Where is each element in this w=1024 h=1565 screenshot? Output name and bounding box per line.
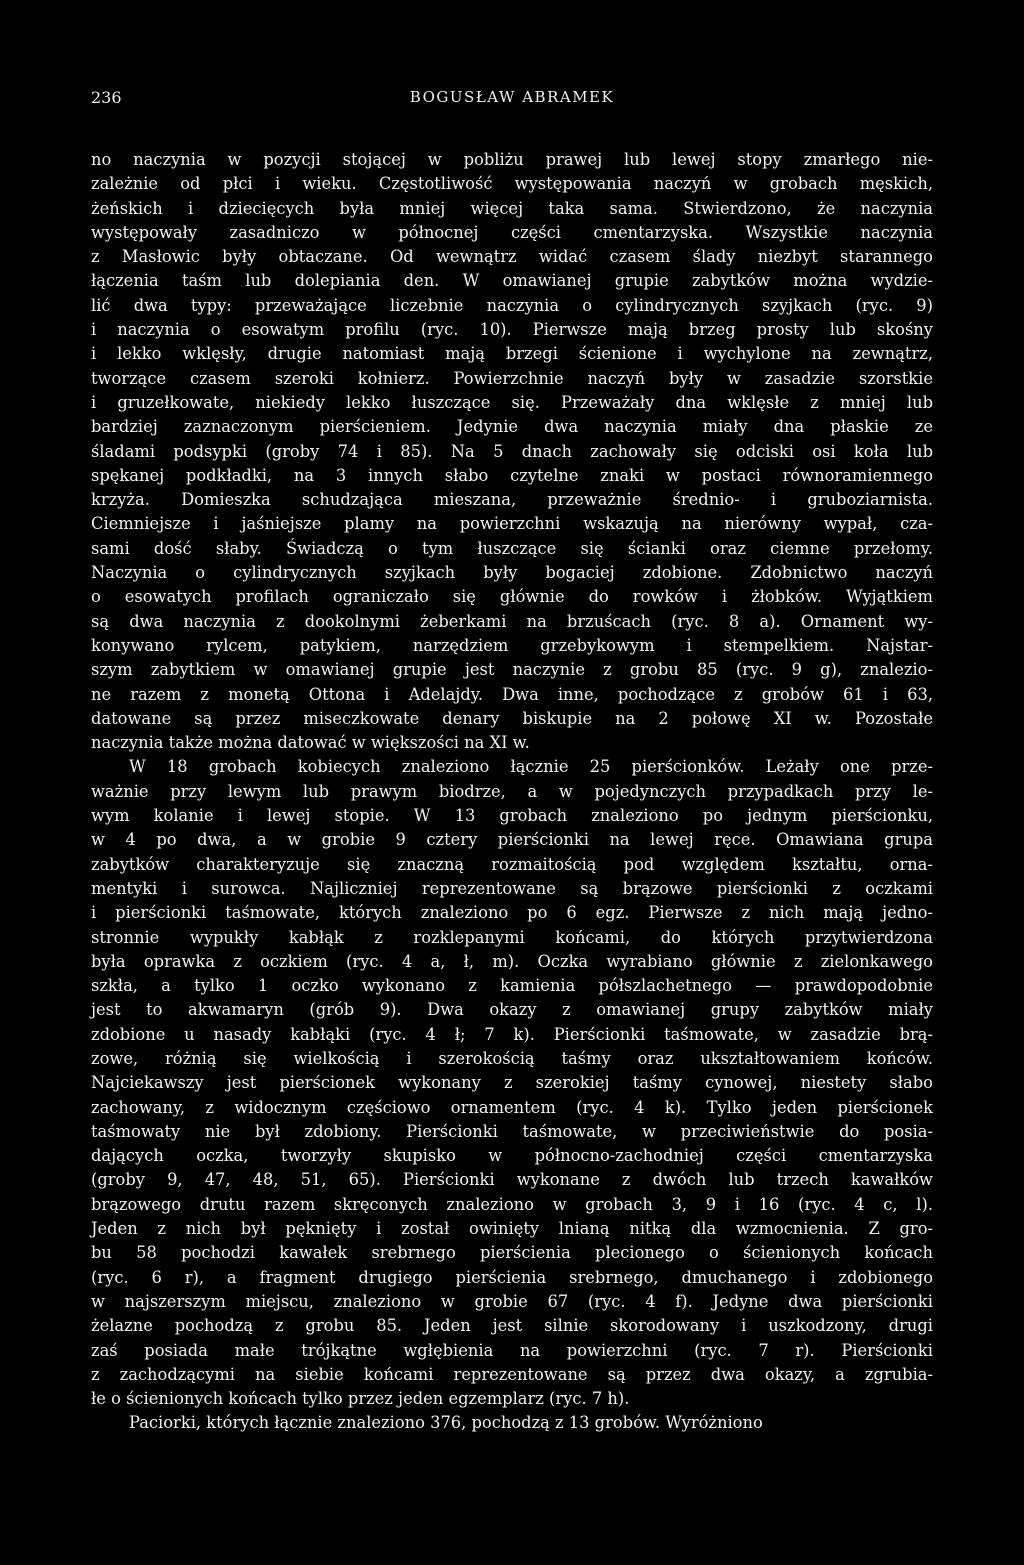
text-line: zabytków charakteryzuje się znaczną rozmaitością pod względem kształtu, orna- — [91, 854, 933, 874]
paragraph — [91, 148, 933, 755]
text-line: lić dwa typy: przeważające liczebnie naczynia o cylindrycznych szyjkach (ryc. 9) — [91, 295, 933, 315]
text-line: w najszerszym miejscu, znaleziono w grobie 67 (ryc. 4 f). Jedyne dwa pierścionki — [91, 1291, 933, 1311]
text-line: brązowego drutu razem skręconych znaleziono w grobach 3, 9 i 16 (ryc. 4 c, l). — [91, 1194, 933, 1214]
text-line: żelazne pochodzą z grobu 85. Jeden jest silnie skorodowany i uszkodzony, drugi — [91, 1316, 933, 1336]
text-line: bardziej zaznaczonym pierścieniem. Jedynie dwa naczynia miały dna płaskie ze — [91, 417, 933, 437]
text-line: zależnie od płci i wieku. Częstotliwość występowania naczyń w grobach męskich, — [91, 174, 933, 194]
text-line: śladami podsypki (groby 74 i 85). Na 5 dnach zachowały się odciski osi koła lub — [91, 441, 933, 461]
text-line: występowały zasadniczo w północnej części cmentarzyska. Wszystkie naczynia — [91, 222, 933, 242]
text-line: wym kolanie i lewej stopie. W 13 grobach znaleziono po jednym pierścionku, — [91, 806, 933, 826]
text-line: zaś posiada małe trójkątne wgłębienia na powierzchni (ryc. 7 r). Pierścionki — [91, 1340, 933, 1360]
text-line: ne razem z monetą Ottona i Adelajdy. Dwa inne, pochodzące z grobów 61 i 63, — [91, 684, 933, 704]
text-line: bu 58 pochodzi kawałek srebrnego pierścienia plecionego o ścienionych końcach — [91, 1243, 933, 1263]
text-line: spękanej podkładki, na 3 innych słabo czytelne znaki w postaci równoramiennego — [91, 465, 933, 485]
text-line: ważnie przy lewym lub prawym biodrze, a w pojedynczych przypadkach przy le- — [91, 781, 933, 801]
text-line: łe o ścienionych końcach tylko przez jeden egzemplarz (ryc. 7 h). — [91, 1389, 630, 1409]
text-line: i gruzełkowate, niekiedy lekko łuszczące się. Przeważały dna wklęsłe z mniej lub — [91, 392, 933, 412]
text-line: szkła, a tylko 1 oczko wykonano z kamienia półszlachetnego — prawdopodobnie — [91, 976, 933, 996]
text-line: no naczynia w pozycji stojącej w pobliżu prawej lub lewej stopy zmarłego nie- — [91, 150, 933, 169]
page-header — [91, 88, 933, 114]
text-line: sami dość słaby. Świadczą o tym łuszczące się ścianki oraz ciemne przełomy. — [91, 538, 933, 558]
text-line: (ryc. 6 r), a fragment drugiego pierścienia srebrnego, dmuchanego i zdobionego — [91, 1267, 933, 1287]
text-line: taśmowaty nie był zdobiony. Pierścionki taśmowate, w przeciwieństwie do posia- — [91, 1121, 933, 1141]
text-line: i naczynia o esowatym profilu (ryc. 10). Pierwsze mają brzeg prosty lub skośny — [91, 320, 933, 340]
text-line: Paciorki, których łącznie znaleziono 376, pochodzą z 13 grobów. Wyróżniono — [129, 1413, 763, 1433]
text-line: W 18 grobach kobiecych znaleziono łącznie 25 pierścionków. Leżały one prze- — [129, 757, 933, 777]
text-line: są dwa naczynia z dookolnymi żeberkami na brzuścach (ryc. 8 a). Ornament wy- — [91, 611, 933, 631]
text-line: dających oczka, tworzyły skupisko w północno-zachodniej części cmentarzyska — [91, 1146, 933, 1166]
text-line: i lekko wklęsły, drugie natomiast mają brzegi ścienione i wychylone na zewnątrz, — [91, 344, 933, 364]
text-line: szym zabytkiem w omawianej grupie jest naczynie z grobu 85 (ryc. 9 g), znalezio- — [91, 660, 933, 680]
text-line: Ciemniejsze i jaśniejsze plamy na powierzchni wskazują na nierówny wypał, cza- — [91, 514, 933, 534]
text-line: tworzące czasem szeroki kołnierz. Powierzchnie naczyń były w zasadzie szorstkie — [91, 368, 933, 388]
text-line: jest to akwamaryn (grób 9). Dwa okazy z omawianej grupy zabytków miały — [91, 1000, 933, 1020]
text-line: była oprawka z oczkiem (ryc. 4 a, ł, m). Oczka wyrabiano głównie z zielonkawego — [91, 951, 933, 971]
text-line: krzyża. Domieszka schudzająca mieszana, przeważnie średnio- i gruboziarnista. — [91, 490, 933, 510]
text-line: Najciekawszy jest pierścionek wykonany z szerokiej taśmy cynowej, niestety słabo — [91, 1073, 933, 1093]
body-text — [91, 148, 933, 1436]
page-number: 236 — [91, 88, 122, 107]
text-line: (groby 9, 47, 48, 51, 65). Pierścionki wykonane z dwóch lub trzech kawałków — [91, 1170, 933, 1190]
text-line: w 4 po dwa, a w grobie 9 cztery pierścionki na lewej ręce. Omawiana grupa — [91, 830, 933, 850]
paragraph — [91, 1411, 933, 1435]
text-line: z Masłowic były obtaczane. Od wewnątrz widać czasem ślady niezbyt starannego — [91, 247, 933, 267]
text-line: zachowany, z widocznym częściowo ornamentem (ryc. 4 k). Tylko jeden pierścionek — [91, 1097, 933, 1117]
document-page — [91, 88, 933, 1436]
text-line: Naczynia o cylindrycznych szyjkach były bogaciej zdobione. Zdobnictwo naczyń — [91, 563, 933, 583]
text-line: zowe, różnią się wielkością i szerokością taśmy oraz ukształtowaniem końców. — [91, 1048, 933, 1068]
text-line: o esowatych profilach ograniczało się głównie do rowków i żłobków. Wyjątkiem — [91, 587, 933, 607]
text-line: żeńskich i dziecięcych była mniej więcej taka sama. Stwierdzono, że naczynia — [91, 198, 933, 218]
text-line: konywano rylcem, patykiem, narzędziem grzebykowym i stempelkiem. Najstar- — [91, 635, 933, 655]
text-line: mentyki i surowca. Najliczniej reprezentowane są brązowe pierścionki z oczkami — [91, 878, 933, 898]
paragraph — [91, 755, 933, 1411]
text-line: naczynia także można datować w większości na XI w. — [91, 733, 530, 753]
text-line: datowane są przez miseczkowate denary biskupie na 2 połowę XI w. Pozostałe — [91, 708, 933, 728]
text-line: z zachodzącymi na siebie końcami reprezentowane są przez dwa okazy, a zgrubia- — [91, 1364, 933, 1384]
text-line: łączenia taśm lub dolepiania den. W omawianej grupie zabytków można wydzie- — [91, 271, 933, 291]
text-line: Jeden z nich był pęknięty i został owinięty lnianą nitką dla wzmocnienia. Z gro- — [91, 1219, 933, 1239]
text-line: stronnie wypukły kabłąk z rozklepanymi końcami, do których przytwierdzona — [91, 927, 933, 947]
running-head: BOGUSŁAW ABRAMEK — [409, 88, 615, 106]
text-line: zdobione u nasady kabłąki (ryc. 4 ł; 7 k). Pierścionki taśmowate, w zasadzie brą- — [91, 1024, 933, 1044]
text-line: i pierścionki taśmowate, których znaleziono po 6 egz. Pierwsze z nich mają jedno- — [91, 903, 933, 923]
